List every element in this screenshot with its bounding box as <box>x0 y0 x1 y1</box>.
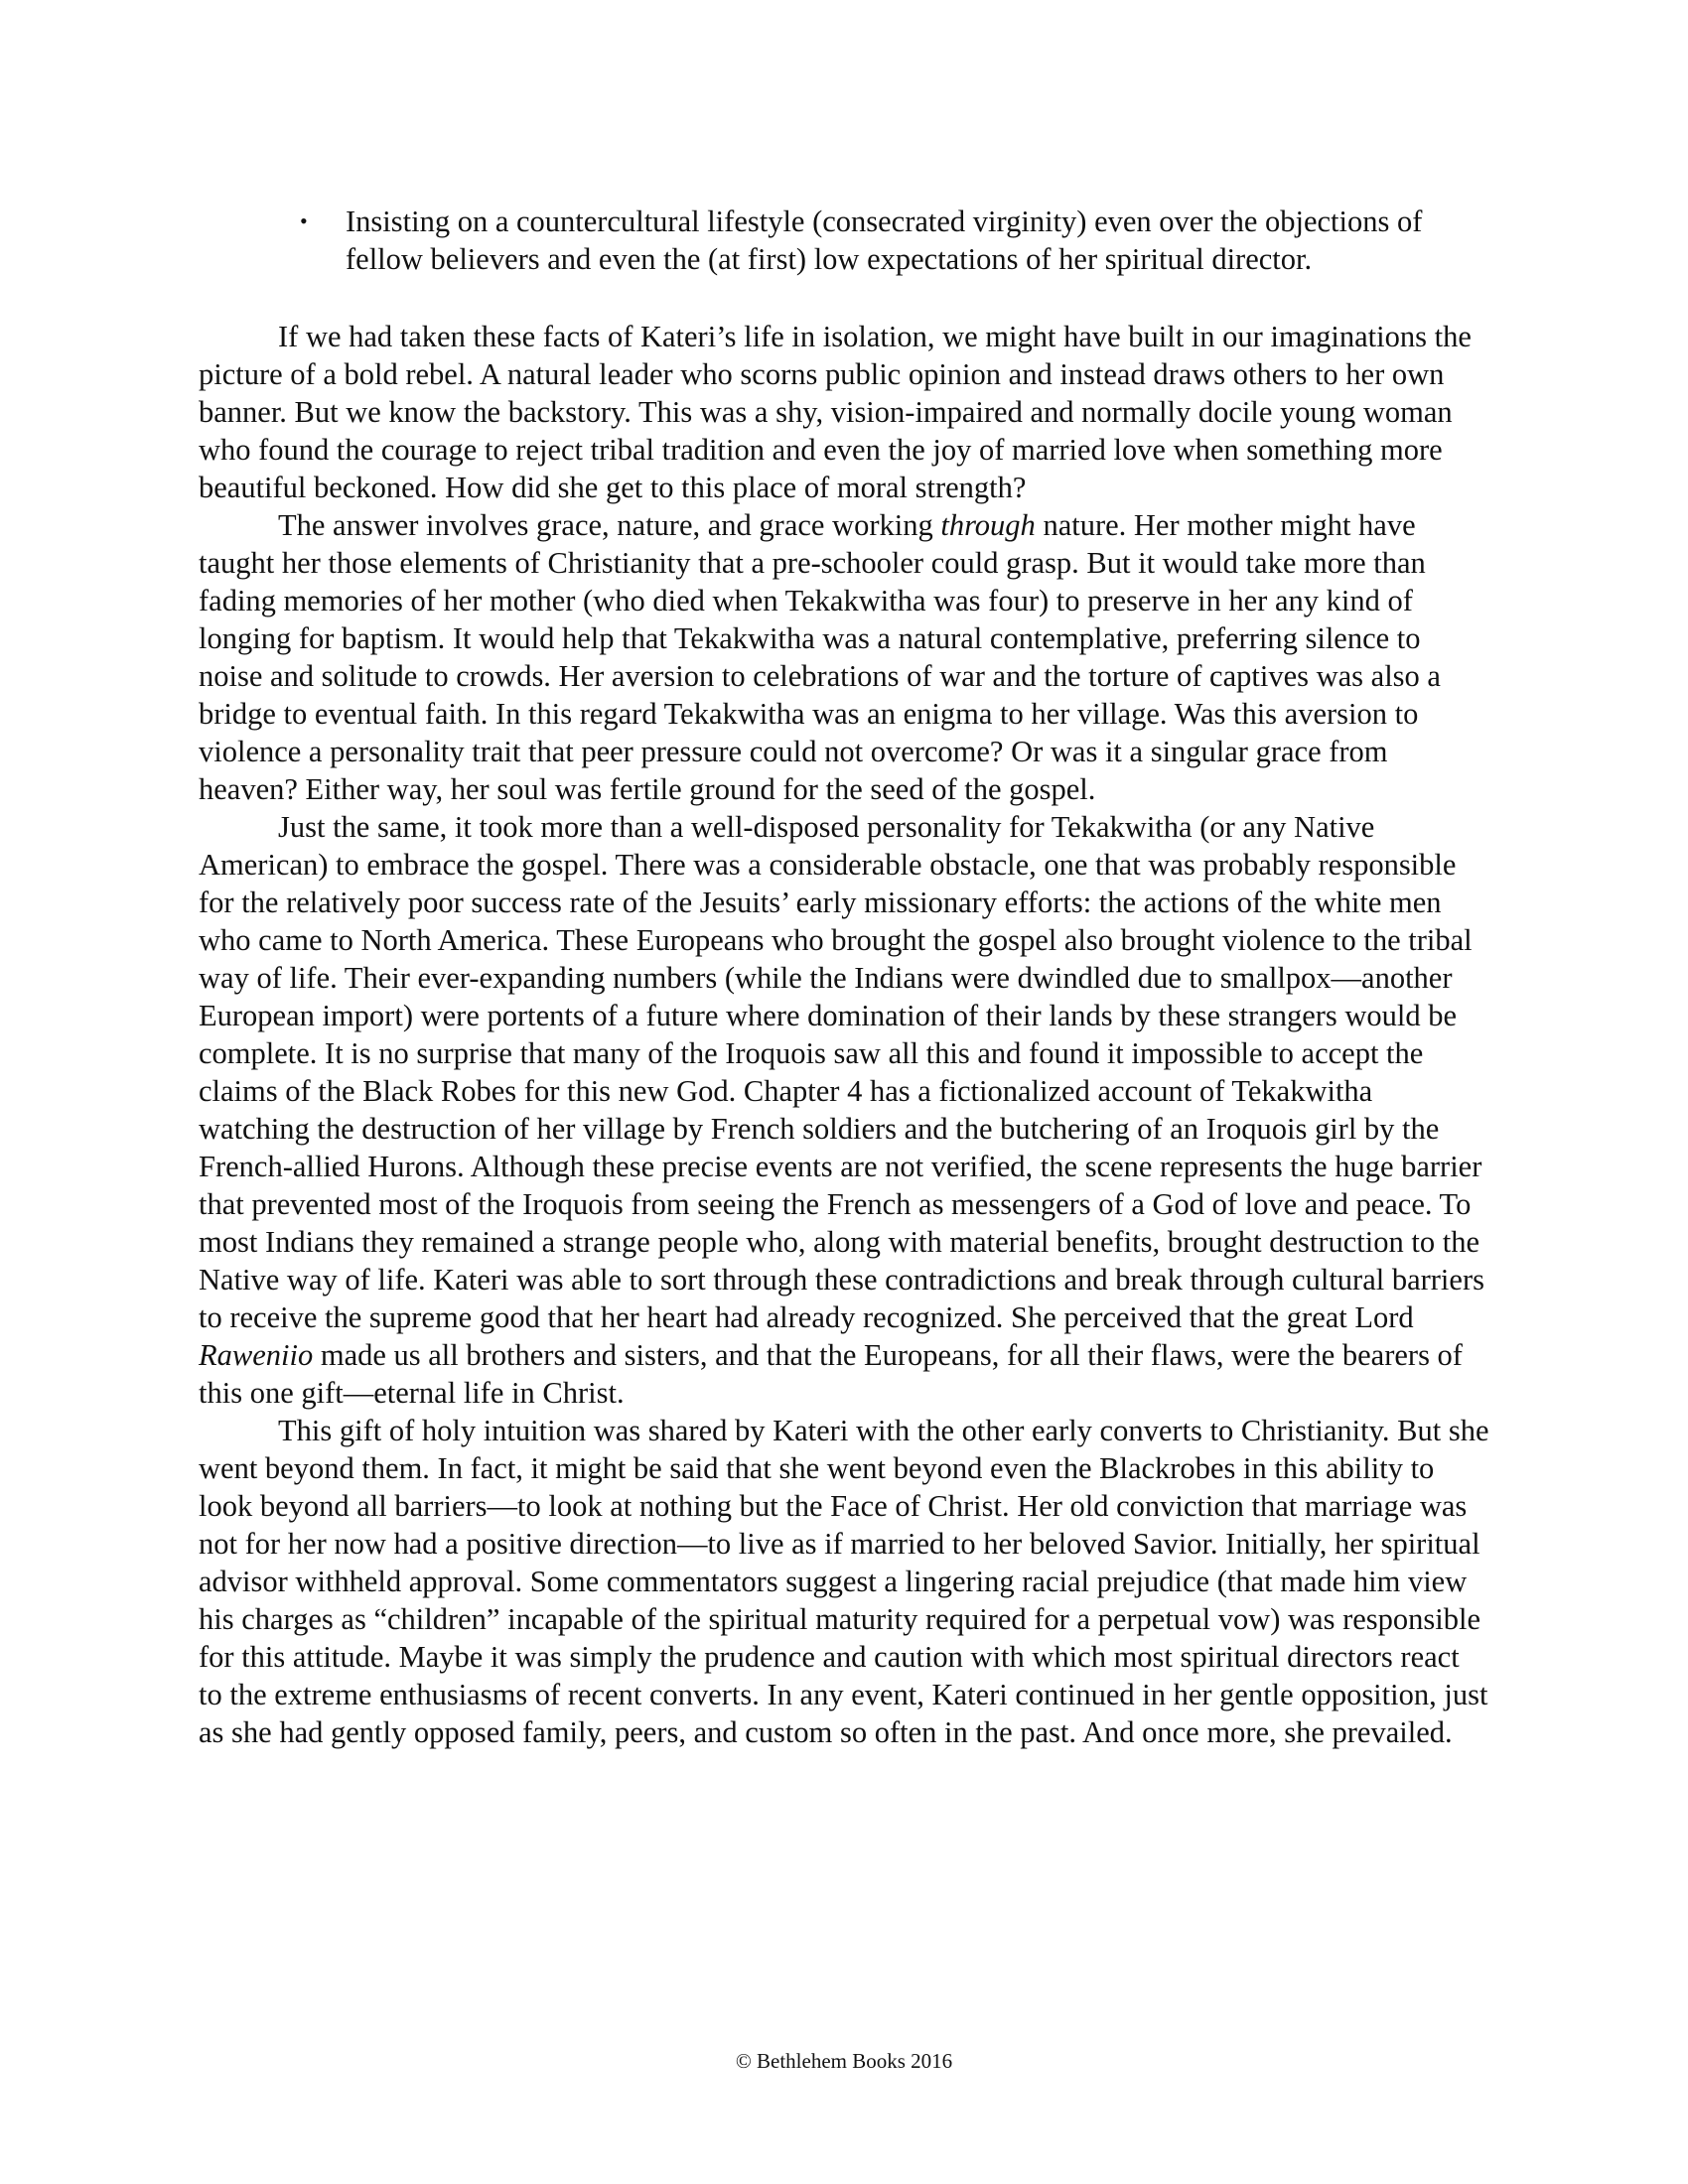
paragraph-1 <box>199 318 1489 506</box>
bullet-marker: • <box>300 208 308 233</box>
paragraph-4-text: This gift of holy intuition was shared by Kateri with the other early converts to Christianity. But she went beyond them. In fact, it might be said that she went beyond even the Blackrobes in this ability to look beyond all barriers—to look at nothing but the Face of Christ. Her old conviction that marriage was not for her now had a positive direction—to live as if married to her beloved Savior. Initially, her spiritual advisor withheld approval. Some commentators suggest a lingering racial prejudice (that made him view his charges as “children” incapable of the spiritual maturity required for a perpetual vow) was responsible for this attitude. Maybe it was simply the prudence and caution with which most spiritual directors react to the extreme enthusiasms of recent converts. In any event, Kateri continued in her gentle opposition, just as she had gently opposed family, peers, and custom so often in the past. And once more, she prevailed. <box>199 1414 1489 1749</box>
paragraph-1-text: If we had taken these facts of Kateri’s life in isolation, we might have built in our imaginations the picture of a bold rebel. A natural leader who scorns public opinion and instead draws others to her own banner. But we know the backstory. This was a shy, vision-impaired and normally docile young woman who found the courage to reject tribal tradition and even the joy of married love when something more beautiful beckoned. How did she get to this place of moral strength? <box>199 320 1472 504</box>
bullet-item <box>199 203 1489 278</box>
paragraph-3-text-start: Just the same, it took more than a well-disposed personality for Tekakwitha (or any Native American) to embrace the gospel. There was a considerable obstacle, one that was probably responsible for the relatively poor success rate of the Jesuits’ early missionary efforts: the actions of the white men who came to North America. These Europeans who brought the gospel also brought violence to the tribal way of life. Their ever-expanding numbers (while the Indians were dwindled due to smallpox—another European import) were portents of a future where domination of their lands by these strangers would be complete. It is no surprise that many of the Iroquois saw all this and found it impossible to accept the claims of the Black Robes for this new God. Chapter 4 has a fictionalized account of Tekakwitha watching the destruction of her village by French soldiers and the butchering of an Iroquois girl by the French-allied Hurons. Although these precise events are not verified, the scene represents the huge barrier that prevented most of the Iroquois from seeing the French as messengers of a God of love and peace. To most Indians they remained a strange people who, along with material benefits, brought destruction to the Native way of life. Kateri was able to sort through these contradictions and break through cultural barriers to receive the supreme good that her heart had already recognized. She perceived that the great Lord <box>199 810 1484 1334</box>
paragraph-2-text-end: nature. Her mother might have taught her those elements of Christianity that a pre-schooler could grasp. But it would take more than fading memories of her mother (who died when Tekakwitha was four) to preserve in her any kind of longing for baptism. It would help that Tekakwitha was a natural contemplative, preferring silence to noise and solitude to crowds. Her aversion to celebrations of war and the torture of captives was also a bridge to eventual faith. In this regard Tekakwitha was an enigma to her village. Was this aversion to violence a personality trait that peer pressure could not overcome? Or was it a singular grace from heaven? Either way, her soul was fertile ground for the seed of the gospel. <box>199 508 1441 806</box>
paragraph-2-emphasis: through <box>940 508 1036 542</box>
copyright-notice: © Bethlehem Books 2016 <box>735 2049 953 2073</box>
paragraph-3-text-end: made us all brothers and sisters, and that the Europeans, for all their flaws, were the bearers of this one gift—eternal life in Christ. <box>199 1338 1463 1410</box>
body-text <box>199 203 1489 1751</box>
paragraph-3-emphasis: Raweniio <box>199 1338 314 1372</box>
paragraph-2-text-start: The answer involves grace, nature, and grace working <box>278 508 941 542</box>
paragraph-3 <box>199 808 1489 1412</box>
paragraph-4 <box>199 1412 1489 1751</box>
paragraph-2 <box>199 506 1489 808</box>
page-footer <box>0 2048 1688 2074</box>
bullet-text: Insisting on a countercultural lifestyle (consecrated virginity) even over the objections of fellow believers and even the (at first) low expectations of her spiritual director. <box>346 205 1423 276</box>
